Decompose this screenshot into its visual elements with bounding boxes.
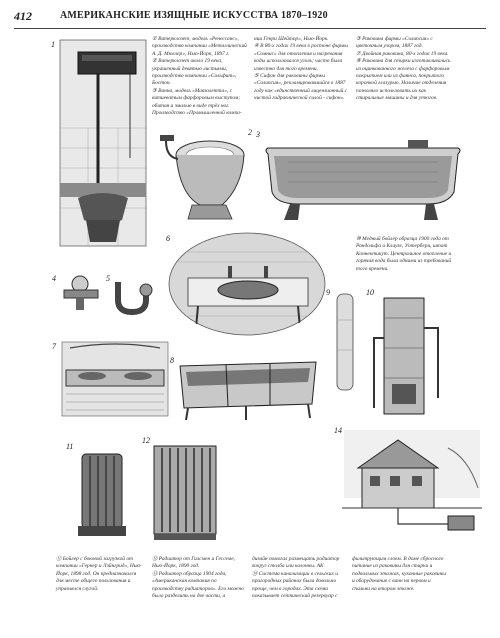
- caption-1: ① Ватерклозет, модель «Ренессанс», производство компании «Металлический А. Д. Мюллер», Нью-Йорк, 1897 г.: [152, 36, 247, 57]
- figure-number-6: 6: [166, 234, 170, 243]
- copper-boiler-drawing: [368, 288, 446, 424]
- header-rule: [14, 28, 486, 29]
- caption-3-part: ③ Ванна, модель «Мавзолетта», с витиеватым фарфоровым выступом; обитая и эмалью в виде трёх ног. Производство «Промышленной компа-: [152, 87, 242, 117]
- siphon-drawing: [112, 278, 156, 318]
- figure-number-1: 1: [51, 40, 55, 49]
- figure-number-7: 7: [52, 342, 56, 351]
- bathtub-drawing: [258, 132, 468, 224]
- figure-oval-basin: [168, 232, 326, 336]
- figure-radiator-12: [148, 440, 222, 544]
- caption-column-2: [254, 36, 350, 103]
- caption-13-14: [252, 556, 344, 600]
- double-basin-drawing: [60, 340, 170, 418]
- figure-number-4: 4: [52, 274, 56, 283]
- caption-7: ⑦ Двойная раковина, 80-х годов 19 века.: [356, 50, 449, 57]
- caption-11-text: ⑪ Бойлер с боковой загрузкой от компании «Гернер и Лэйнгрид», Нью-Йорк, 1898 год. Он предназначался для месте общего пользования и управлялся слугой.: [56, 556, 142, 592]
- caption-8: ⑧ Раковина для стирки изготавливались из оцинкованного железа с фарфоровым покрытием или из фаянса, покрытого коронкой глазурью. Наличие отделения позволяло использовать их как стиральные машины и для утюгов.: [356, 58, 451, 102]
- page-title: АМЕРИКАНСКИЕ ИЗЯЩНЫЕ ИСКУССТВА 1870–1920: [60, 10, 328, 21]
- toilet-high-tank-drawing: [58, 38, 148, 248]
- caption-4: ④ В 80-х годах 19 века в ростоне фирмы «Сомнис» для отопления и нагревания воды использовался уголь; часто была известно для того времени.: [254, 43, 349, 72]
- page-number: 412: [14, 9, 32, 23]
- figure-number-11: 11: [66, 442, 74, 451]
- figure-double-basin: [60, 340, 170, 418]
- caption-column-3b: [356, 236, 456, 273]
- wash-tubs-drawing: [176, 356, 320, 422]
- figure-number-5: 5: [106, 274, 110, 283]
- caption-10: ⑩ Медный бойлер образца 1900 года от Рандольфа и Клаузе, Уотербери, штат Коннектикут. Центральное отопление и горячая вода были одними из требований того времени.: [356, 236, 452, 272]
- figure-house-septic: [338, 428, 486, 538]
- figure-toilet-bowl: [152, 125, 248, 223]
- caption-column-3: [356, 36, 454, 103]
- toilet-bowl-drawing: [152, 125, 248, 223]
- caption-14-cont-text: фильтрующим слоем. В доме сбросного питание из раковины для стирки и подвальных этажах, кухонные раковины и оборудование с ванн на первом и спальни на втором этаже.: [352, 556, 446, 592]
- caption-12-13: [152, 556, 244, 600]
- figure-number-10: 10: [366, 288, 374, 297]
- figure-number-12: 12: [142, 436, 150, 445]
- side-load-boiler-drawing: [72, 448, 132, 540]
- figure-boiler-11: [72, 448, 132, 540]
- figure-number-2: 2: [248, 128, 252, 137]
- figure-boiler-10: [368, 288, 446, 424]
- caption-2: ② Ватерклозет около 19 века, украшенный девятью листьями, производство компании «Сольфит», Бостон.: [152, 58, 237, 87]
- caption-6: ③ Раковина фирмы «Солипсия» с цветочным узором, 1887 год.: [356, 36, 433, 50]
- caption-11: [56, 556, 144, 593]
- figure-number-14: 14: [334, 426, 342, 435]
- figure-bathtub: [258, 132, 468, 224]
- caption-column-1: [152, 36, 248, 117]
- figure-toilet-high-tank: [58, 38, 148, 248]
- house-septic-drawing: [338, 428, 486, 538]
- figure-tank-9: [334, 290, 356, 394]
- valve-drawing: [60, 272, 102, 312]
- figure-number-9: 9: [326, 288, 330, 297]
- caption-14-text: ⑭ Система канализации в сельских и пригородных районах была довольно проще, чем в городах. Эта схема показывает септический резервуар с: [252, 570, 338, 600]
- figure-number-3: 3: [256, 130, 260, 139]
- caption-13-text: ⑬ Радиатор образца 1904 года, «Американская компания по производству радиаторов». Его можно было разделить на две части, а: [152, 570, 244, 600]
- caption-5: ⑤ Сифон для раковины фирмы «Солипсия», рекламировавшийся в 1887 году как «единственный лицензионный с чистой гидравлической силой - сифон».: [254, 73, 348, 102]
- caption-12-text: ⑫ Радиатор от Гилсмен и Гессеме, Нью-Йорк, 1890 год.: [152, 556, 235, 570]
- caption-3-cont: нии Генри Шейтор», Нью-Йорк.: [254, 36, 329, 42]
- radiator-drawing: [148, 440, 222, 544]
- figure-valve-4: [60, 272, 102, 312]
- caption-13-cont: дизайн помогал размещать радиатор вокруг столба или колонны. АК: [252, 556, 340, 570]
- tank-cylinder-drawing: [334, 290, 356, 394]
- figure-wash-tubs: [176, 356, 320, 422]
- oval-basin-drawing: [168, 232, 326, 336]
- figure-number-8: 8: [170, 356, 174, 365]
- figure-siphon-5: [112, 278, 156, 318]
- caption-14-cont: [352, 556, 448, 593]
